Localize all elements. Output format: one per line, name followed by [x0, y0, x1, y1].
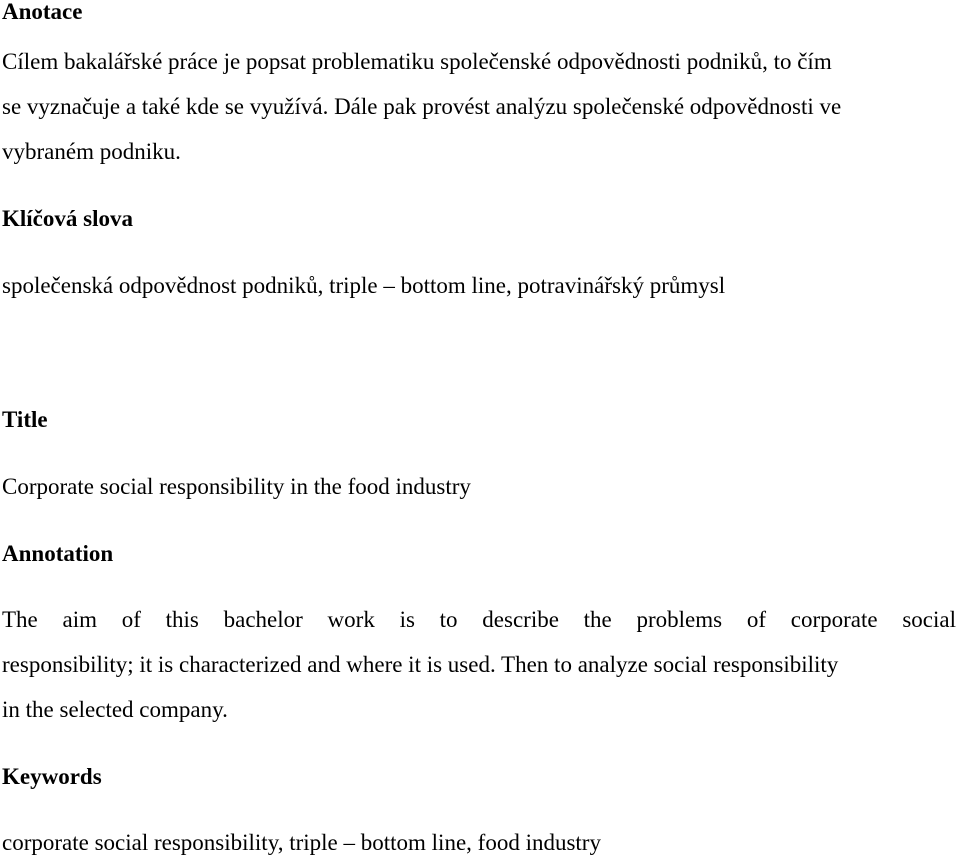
keywords-text: corporate social responsibility, triple – bottom line, food industry: [2, 830, 601, 855]
annotation-line-1: The aim of this bachelor work is to describe the problems of corporate social: [2, 607, 956, 632]
klicova-slova-heading: Klíčová slova: [2, 206, 133, 231]
keywords-heading: Keywords: [2, 764, 102, 789]
title-text: Corporate social responsibility in the food industry: [2, 474, 471, 499]
anotace-line-1: Cílem bakalářské práce je popsat problematiku společenské odpovědnosti podniků, to čím: [2, 49, 832, 74]
anotace-line-2: se vyznačuje a také kde se využívá. Dále pak provést analýzu společenské odpovědnosti ve: [2, 94, 842, 119]
anotace-line-3: vybraném podniku.: [2, 139, 181, 164]
annotation-line-3: in the selected company.: [2, 697, 228, 722]
annotation-heading: Annotation: [2, 541, 114, 566]
anotace-heading: Anotace: [2, 0, 83, 24]
title-heading: Title: [2, 407, 48, 432]
klicova-slova-text: společenská odpovědnost podniků, triple – bottom line, potravinářský průmysl: [2, 273, 726, 298]
annotation-line-2: responsibility; it is characterized and where it is used. Then to analyze social responsibility: [2, 652, 839, 677]
